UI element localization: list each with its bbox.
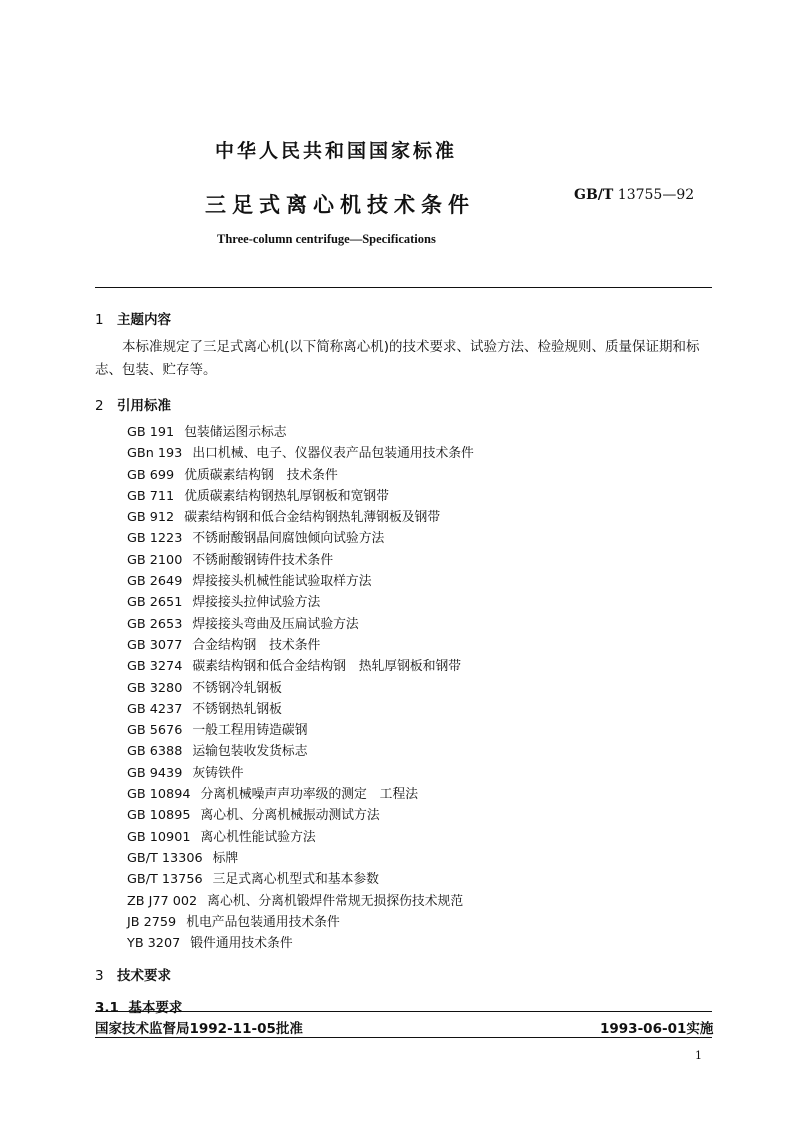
effective-date: 1993-06-01实施 <box>600 1021 714 1037</box>
reference-code: GB 2653 <box>127 616 183 632</box>
reference-code: GB 699 <box>127 467 175 483</box>
reference-title: 标牌 <box>212 850 239 866</box>
reference-title: 焊接接头机械性能试验取样方法 <box>192 574 372 590</box>
reference-title: 机电产品包装通用技术条件 <box>186 914 340 930</box>
reference-code: GB 10901 <box>127 829 191 845</box>
reference-item <box>127 635 474 656</box>
reference-code: GBn 193 <box>127 446 183 462</box>
reference-code: GB 191 <box>127 425 175 440</box>
header-divider <box>95 287 712 288</box>
reference-code: GB 2651 <box>127 595 183 611</box>
reference-item <box>127 848 474 869</box>
reference-item <box>127 827 474 848</box>
standard-prefix: GB/T <box>574 187 614 203</box>
section-2-heading <box>95 394 171 414</box>
section-title: 引用标准 <box>117 398 171 414</box>
reference-title: 运输包装收发货标志 <box>192 744 308 760</box>
document-title-cn: 三足式离心机技术条件 <box>205 193 475 217</box>
reference-title: 碳素结构钢和低合金结构钢热轧薄钢板及钢带 <box>184 510 441 526</box>
approval-line: 国家技术监督局1992-11-05批准 <box>95 1021 303 1037</box>
reference-item <box>127 571 474 592</box>
reference-code: JB 2759 <box>127 914 177 930</box>
reference-title: 离心机、分离机锻焊件常规无损探伤技术规范 <box>207 893 464 909</box>
reference-code: GB 3274 <box>127 659 183 675</box>
reference-item <box>127 528 474 549</box>
reference-title: 离心机性能试验方法 <box>200 829 316 845</box>
reference-code: YB 3207 <box>127 936 181 952</box>
reference-title: 三足式离心机型式和基本参数 <box>212 872 379 888</box>
reference-code: GB 5676 <box>127 723 183 739</box>
reference-title: 灰铸铁件 <box>192 765 244 781</box>
paragraph-text: 本标准规定了三足式离心机(以下简称离心机)的技术要求、试验方法、检验规则、质量保证期和标志、包装、贮存等。 <box>95 339 700 378</box>
page-number: 1 <box>695 1049 702 1062</box>
reference-code: GB 10895 <box>127 808 191 824</box>
reference-code: GB 10894 <box>127 787 191 803</box>
reference-item <box>127 443 474 464</box>
reference-code: GB 6388 <box>127 744 183 760</box>
reference-item <box>127 678 474 699</box>
section-title: 技术要求 <box>117 968 171 984</box>
reference-title: 不锈耐酸钢铸件技术条件 <box>192 552 334 568</box>
section-3-heading <box>95 964 171 984</box>
reference-code: GB 2649 <box>127 574 183 590</box>
subsection-number: 3.1 <box>95 1000 119 1016</box>
reference-title: 离心机、分离机械振动测试方法 <box>200 808 380 824</box>
reference-title: 一般工程用铸造碳钢 <box>192 723 308 739</box>
reference-item <box>127 614 474 635</box>
reference-item <box>127 592 474 613</box>
reference-item <box>127 869 474 890</box>
reference-item <box>127 550 474 571</box>
reference-title: 焊接接头弯曲及压扁试验方法 <box>192 616 359 632</box>
reference-item <box>127 912 474 933</box>
reference-code: GB 1223 <box>127 531 183 547</box>
reference-title: 合金结构钢 技术条件 <box>192 637 321 653</box>
reference-item <box>127 805 474 826</box>
reference-item <box>127 933 474 954</box>
reference-code: GB 711 <box>127 488 175 504</box>
reference-item <box>127 422 474 443</box>
footer-divider <box>95 1037 712 1038</box>
reference-code: GB 3077 <box>127 637 183 653</box>
reference-item <box>127 784 474 805</box>
reference-code: GB 2100 <box>127 552 183 568</box>
reference-code: GB 9439 <box>127 765 183 781</box>
section-number: 2 <box>95 398 104 414</box>
reference-title: 碳素结构钢和低合金结构钢 热轧厚钢板和钢带 <box>192 659 462 675</box>
section-1-heading <box>95 308 171 328</box>
reference-title: 优质碳素结构钢热轧厚钢板和宽钢带 <box>184 488 389 504</box>
reference-item <box>127 891 474 912</box>
reference-code: ZB J77 002 <box>127 893 198 909</box>
subsection-title: 基本要求 <box>128 1000 183 1016</box>
document-title-en: Three-column centrifuge—Specifications <box>217 232 436 246</box>
reference-title: 不锈耐酸钢晶间腐蚀倾向试验方法 <box>192 531 385 547</box>
reference-title: 不锈钢冷轧钢板 <box>192 680 282 696</box>
reference-list <box>127 422 474 954</box>
standard-number <box>574 187 694 203</box>
reference-item <box>127 656 474 677</box>
reference-code: GB 3280 <box>127 680 183 696</box>
reference-code: GB/T 13756 <box>127 872 203 888</box>
reference-item <box>127 486 474 507</box>
reference-code: GB 912 <box>127 510 175 526</box>
reference-title: 包装储运图示标志 <box>184 425 287 440</box>
reference-code: GB/T 13306 <box>127 850 203 866</box>
reference-item <box>127 699 474 720</box>
reference-item <box>127 720 474 741</box>
section-title: 主题内容 <box>117 312 171 328</box>
national-standard-heading: 中华人民共和国国家标准 <box>215 140 458 162</box>
section-number: 1 <box>95 312 104 328</box>
section-number: 3 <box>95 968 104 984</box>
reference-item <box>127 507 474 528</box>
reference-item <box>127 741 474 762</box>
reference-title: 分离机械噪声声功率级的测定 工程法 <box>200 787 419 803</box>
standard-code: 13755—92 <box>617 187 695 203</box>
section-1-paragraph <box>95 336 712 382</box>
subsection-underline <box>95 994 712 1012</box>
reference-title: 焊接接头拉伸试验方法 <box>192 595 321 611</box>
reference-title: 优质碳素结构钢 技术条件 <box>184 467 338 483</box>
reference-title: 出口机械、电子、仪器仪表产品包装通用技术条件 <box>192 446 474 462</box>
reference-code: GB 4237 <box>127 701 183 717</box>
subsection-3-1-heading <box>95 996 182 1016</box>
reference-item <box>127 763 474 784</box>
reference-item <box>127 465 474 486</box>
reference-title: 锻件通用技术条件 <box>190 936 293 952</box>
reference-title: 不锈钢热轧钢板 <box>192 701 282 717</box>
